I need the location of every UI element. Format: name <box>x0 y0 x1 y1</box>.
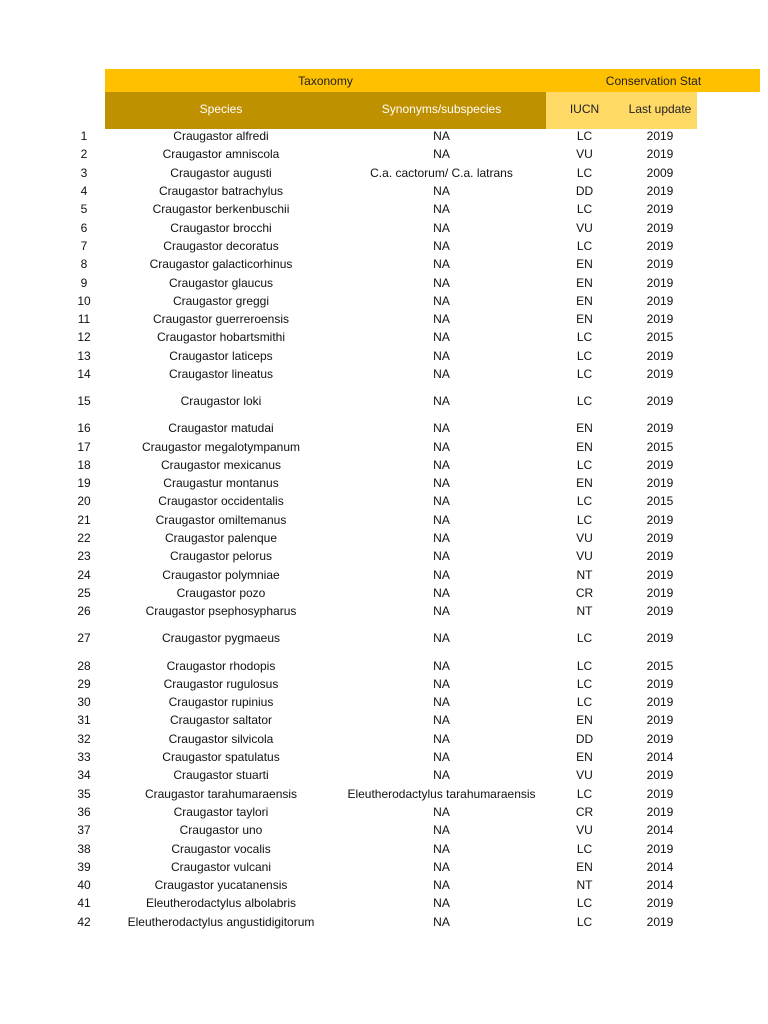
row-number: 10 <box>77 293 91 308</box>
last-update-cell: 2015 <box>646 494 674 509</box>
last-update-cell: 2019 <box>646 202 674 217</box>
species-cell: Craugastor matudai <box>168 421 274 436</box>
row-number: 1 <box>80 129 88 144</box>
species-cell: Eleutherodactylus angustidigitorum <box>127 914 315 929</box>
species-cell: Craugastor polymniae <box>162 567 280 582</box>
last-update-cell: 2019 <box>646 549 674 564</box>
species-cell: Eleutherodactylus albolabris <box>145 896 297 911</box>
table-row <box>0 292 768 310</box>
species-cell: Craugastor lineatus <box>168 367 274 381</box>
iucn-cell: NT <box>576 567 593 582</box>
row-number: 31 <box>77 713 91 728</box>
table-row <box>0 310 768 328</box>
taxonomy-column-headers <box>105 92 546 129</box>
table-row <box>0 821 768 839</box>
iucn-cell: LC <box>576 129 593 144</box>
species-cell: Craugastor rupinius <box>168 695 274 710</box>
iucn-cell: LC <box>576 394 593 409</box>
synonyms-cell: NA <box>433 512 450 527</box>
row-number: 14 <box>77 367 91 381</box>
synonyms-cell: NA <box>433 275 450 290</box>
row-number: 2 <box>80 147 88 162</box>
synonyms-cell: NA <box>433 494 450 509</box>
synonyms-cell: NA <box>433 330 450 345</box>
species-cell: Craugastor berkenbuschii <box>152 202 290 217</box>
row-number: 8 <box>80 257 88 272</box>
iucn-cell: LC <box>576 512 593 527</box>
last-update-cell: 2019 <box>646 275 674 290</box>
row-number: 20 <box>77 494 91 509</box>
table-row <box>0 255 768 273</box>
row-number: 26 <box>77 604 91 619</box>
iucn-cell: LC <box>576 896 593 911</box>
synonyms-cell: NA <box>433 768 450 783</box>
synonyms-cell: NA <box>433 878 450 893</box>
last-update-cell: 2019 <box>646 457 674 472</box>
iucn-cell: LC <box>576 367 593 381</box>
iucn-cell: LC <box>576 786 593 801</box>
synonyms-cell: NA <box>433 695 450 710</box>
table-row <box>0 675 768 693</box>
last-update-cell: 2015 <box>646 658 674 673</box>
last-update-cell: 2019 <box>646 804 674 819</box>
synonyms-cell: NA <box>433 841 450 856</box>
species-cell: Craugastor psephosypharus <box>145 604 297 619</box>
row-number: 36 <box>77 804 91 819</box>
table-row <box>0 145 768 163</box>
table-row <box>0 419 768 437</box>
row-number: 11 <box>77 312 91 327</box>
synonyms-cell: NA <box>433 348 450 363</box>
iucn-cell: LC <box>576 914 593 929</box>
synonyms-cell: NA <box>433 129 450 144</box>
row-number: 34 <box>77 768 91 783</box>
last-update-cell: 2019 <box>646 293 674 308</box>
table-row <box>0 164 768 182</box>
row-number: 38 <box>77 841 91 856</box>
iucn-cell: VU <box>576 823 593 838</box>
iucn-cell: EN <box>576 713 593 728</box>
row-number: 33 <box>77 750 91 765</box>
table-row <box>0 456 768 474</box>
table-row <box>0 237 768 255</box>
row-number: 17 <box>77 439 91 454</box>
iucn-cell: LC <box>576 631 593 646</box>
row-number: 30 <box>77 695 91 710</box>
synonyms-cell: NA <box>433 476 450 491</box>
species-cell: Craugastor pelorus <box>169 549 273 564</box>
row-number: 32 <box>77 731 91 746</box>
table-row <box>0 365 768 383</box>
last-update-cell: 2019 <box>646 147 674 162</box>
last-update-cell: 2019 <box>646 631 674 646</box>
species-cell: Craugastor yucatanensis <box>154 878 288 893</box>
iucn-cell: LC <box>576 494 593 509</box>
row-number: 16 <box>77 421 91 436</box>
species-cell: Craugastor tarahumaraensis <box>144 786 298 801</box>
species-cell: Craugastor mexicanus <box>160 457 282 472</box>
table-row <box>0 913 768 931</box>
table-row <box>0 894 768 912</box>
table-row <box>0 656 768 674</box>
species-cell: Craugastor hobartsmithi <box>156 330 286 345</box>
species-cell: Craugastor rhodopis <box>166 658 276 673</box>
table-row <box>0 711 768 729</box>
row-number: 24 <box>77 567 91 582</box>
iucn-cell: LC <box>576 330 593 345</box>
iucn-cell: CR <box>575 585 594 600</box>
last-update-cell: 2019 <box>646 367 674 381</box>
iucn-cell: VU <box>576 220 593 235</box>
synonyms-cell: NA <box>433 457 450 472</box>
synonyms-column-header: Synonyms/subspecies <box>381 102 502 116</box>
species-cell: Craugastor augusti <box>170 165 272 180</box>
table-row <box>0 218 768 236</box>
row-number: 6 <box>80 220 88 235</box>
synonyms-cell: NA <box>433 859 450 874</box>
row-number: 5 <box>80 202 88 217</box>
conservation-column-headers <box>546 92 697 129</box>
species-cell: Craugastor batrachylus <box>158 184 284 199</box>
synonyms-cell: NA <box>433 658 450 673</box>
iucn-cell: EN <box>576 293 593 308</box>
synonyms-cell: NA <box>433 367 450 381</box>
iucn-cell: LC <box>576 676 593 691</box>
row-number: 39 <box>77 859 91 874</box>
table-row <box>0 492 768 510</box>
last-update-cell: 2019 <box>646 604 674 619</box>
iucn-cell: CR <box>575 804 594 819</box>
species-cell: Craugastor alfredi <box>173 129 269 144</box>
species-cell: Craugastor rugulosus <box>163 676 279 691</box>
species-cell: Craugastor stuarti <box>173 768 269 783</box>
species-cell: Craugastor galacticorhinus <box>149 257 293 272</box>
last-update-cell: 2019 <box>646 531 674 546</box>
row-number: 12 <box>77 330 91 345</box>
iucn-cell: EN <box>576 859 593 874</box>
table-row <box>0 328 768 346</box>
table-row <box>0 766 768 784</box>
table-row <box>0 602 768 620</box>
last-update-cell: 2019 <box>646 676 674 691</box>
table-row <box>0 839 768 857</box>
table-row <box>0 730 768 748</box>
synonyms-cell: NA <box>433 713 450 728</box>
last-update-cell: 2015 <box>646 330 674 345</box>
iucn-cell: VU <box>576 147 593 162</box>
species-cell: Craugastor decoratus <box>163 238 279 253</box>
last-update-cell: 2014 <box>646 750 674 765</box>
last-update-cell: 2019 <box>646 914 674 929</box>
table-row <box>0 474 768 492</box>
synonyms-cell: NA <box>433 731 450 746</box>
table-row <box>0 876 768 894</box>
synonyms-cell: NA <box>433 676 450 691</box>
species-cell: Craugastor saltator <box>169 713 273 728</box>
species-cell: Craugastor glaucus <box>168 275 274 290</box>
last-update-cell: 2019 <box>646 421 674 436</box>
species-cell: Craugastor palenque <box>164 531 278 546</box>
synonyms-cell: NA <box>433 604 450 619</box>
last-update-cell: 2019 <box>646 585 674 600</box>
row-number: 23 <box>77 549 91 564</box>
last-update-cell: 2019 <box>646 394 674 409</box>
species-cell: Craugastor greggi <box>172 293 270 308</box>
last-update-cell: 2019 <box>646 713 674 728</box>
table-row <box>0 803 768 821</box>
row-number: 15 <box>77 394 91 409</box>
species-cell: Craugastor spatulatus <box>162 750 280 765</box>
table-row <box>0 511 768 529</box>
last-update-cell: 2019 <box>646 129 674 144</box>
synonyms-cell: NA <box>433 394 450 409</box>
iucn-cell: EN <box>576 312 593 327</box>
last-update-cell: 2019 <box>646 841 674 856</box>
row-number: 42 <box>77 914 91 929</box>
synonyms-cell: NA <box>433 585 450 600</box>
species-cell: Craugastor taylori <box>173 804 269 819</box>
iucn-cell: VU <box>576 768 593 783</box>
last-update-cell: 2014 <box>646 878 674 893</box>
synonyms-cell: NA <box>433 184 450 199</box>
synonyms-cell: NA <box>433 531 450 546</box>
synonyms-cell: NA <box>433 421 450 436</box>
row-number: 4 <box>80 184 88 199</box>
synonyms-cell: NA <box>433 896 450 911</box>
iucn-cell: EN <box>576 275 593 290</box>
last-update-cell: 2019 <box>646 695 674 710</box>
last-update-cell: 2019 <box>646 184 674 199</box>
synonyms-cell: NA <box>433 293 450 308</box>
synonyms-cell: Eleutherodactylus tarahumaraensis <box>347 786 536 801</box>
row-number: 41 <box>77 896 91 911</box>
last-update-cell: 2019 <box>646 768 674 783</box>
table-row <box>0 584 768 602</box>
species-cell: Craugastor occidentalis <box>158 494 284 509</box>
species-cell: Craugastor pozo <box>176 585 266 600</box>
species-cell: Craugastor omiltemanus <box>155 512 287 527</box>
table-row <box>0 547 768 565</box>
synonyms-cell: NA <box>433 567 450 582</box>
iucn-cell: LC <box>576 348 593 363</box>
synonyms-cell: NA <box>433 202 450 217</box>
table-row <box>0 347 768 365</box>
species-cell: Craugastor laticeps <box>169 348 273 363</box>
species-cell: Craugastor silvicola <box>168 731 274 746</box>
synonyms-cell: NA <box>433 823 450 838</box>
last-update-cell: 2009 <box>646 165 674 180</box>
iucn-cell: NT <box>576 604 593 619</box>
synonyms-cell: NA <box>433 238 450 253</box>
row-number: 19 <box>77 476 91 491</box>
row-number: 13 <box>77 348 91 363</box>
table-row <box>0 127 768 145</box>
species-cell: Craugastur montanus <box>163 476 279 491</box>
table-row <box>0 437 768 455</box>
species-cell: Craugastor uno <box>179 823 263 838</box>
iucn-cell: LC <box>576 658 593 673</box>
iucn-column-header: IUCN <box>569 102 600 116</box>
synonyms-cell: NA <box>433 914 450 929</box>
row-number: 29 <box>77 676 91 691</box>
table-row <box>0 748 768 766</box>
last-update-cell: 2019 <box>646 786 674 801</box>
last-update-cell: 2019 <box>646 476 674 491</box>
table-row <box>0 566 768 584</box>
row-number: 25 <box>77 585 91 600</box>
table-row <box>0 529 768 547</box>
table-row <box>0 182 768 200</box>
row-number: 22 <box>77 531 91 546</box>
last-update-cell: 2019 <box>646 567 674 582</box>
last-update-column-header: Last update <box>628 102 692 116</box>
table-row <box>0 200 768 218</box>
table-row <box>0 620 768 656</box>
synonyms-cell: NA <box>433 750 450 765</box>
header-group-row <box>105 69 760 92</box>
row-number: 35 <box>77 786 91 801</box>
iucn-cell: LC <box>576 165 593 180</box>
synonyms-cell: NA <box>433 220 450 235</box>
iucn-cell: EN <box>576 476 593 491</box>
synonyms-cell: NA <box>433 312 450 327</box>
table-row <box>0 693 768 711</box>
iucn-cell: EN <box>576 750 593 765</box>
table-row <box>0 785 768 803</box>
iucn-cell: LC <box>576 695 593 710</box>
row-number: 21 <box>77 512 91 527</box>
row-number: 7 <box>80 238 88 253</box>
iucn-cell: VU <box>576 549 593 564</box>
iucn-cell: EN <box>576 439 593 454</box>
last-update-cell: 2019 <box>646 312 674 327</box>
species-cell: Craugastor brocchi <box>170 220 272 235</box>
last-update-cell: 2019 <box>646 731 674 746</box>
species-cell: Craugastor loki <box>180 394 262 409</box>
last-update-cell: 2015 <box>646 439 674 454</box>
iucn-cell: EN <box>576 421 593 436</box>
last-update-cell: 2019 <box>646 257 674 272</box>
iucn-cell: LC <box>576 238 593 253</box>
species-cell: Craugastor vulcani <box>170 859 272 874</box>
iucn-cell: DD <box>575 184 594 199</box>
row-number: 40 <box>77 878 91 893</box>
iucn-cell: LC <box>576 202 593 217</box>
row-number: 28 <box>77 658 91 673</box>
species-cell: Craugastor guerreroensis <box>152 312 290 327</box>
species-cell: Craugastor pygmaeus <box>161 631 281 646</box>
synonyms-cell: NA <box>433 439 450 454</box>
table-row <box>0 858 768 876</box>
synonyms-cell: C.a. cactorum/ C.a. latrans <box>370 165 513 180</box>
species-cell: Craugastor amniscola <box>162 147 280 162</box>
last-update-cell: 2014 <box>646 823 674 838</box>
row-number: 18 <box>77 457 91 472</box>
iucn-cell: NT <box>576 878 593 893</box>
iucn-cell: EN <box>576 257 593 272</box>
iucn-cell: DD <box>575 731 594 746</box>
synonyms-cell: NA <box>433 549 450 564</box>
last-update-cell: 2019 <box>646 238 674 253</box>
species-cell: Craugastor megalotympanum <box>141 439 301 454</box>
species-cell: Craugastor vocalis <box>171 841 271 856</box>
last-update-cell: 2019 <box>646 348 674 363</box>
row-number: 27 <box>77 631 91 646</box>
last-update-cell: 2019 <box>646 896 674 911</box>
species-column-header: Species <box>199 102 243 116</box>
iucn-cell: LC <box>576 841 593 856</box>
row-number: 9 <box>80 275 88 290</box>
iucn-cell: LC <box>576 457 593 472</box>
synonyms-cell: NA <box>433 804 450 819</box>
last-update-cell: 2019 <box>646 512 674 527</box>
row-number: 3 <box>80 165 88 180</box>
synonyms-cell: NA <box>433 147 450 162</box>
table-row <box>0 383 768 419</box>
synonyms-cell: NA <box>433 257 450 272</box>
species-table-body <box>0 127 768 931</box>
table-row <box>0 273 768 291</box>
last-update-cell: 2019 <box>646 220 674 235</box>
iucn-cell: VU <box>576 531 593 546</box>
taxonomy-group-header: Taxonomy <box>298 74 353 88</box>
row-number: 37 <box>77 823 91 838</box>
last-update-cell: 2014 <box>646 859 674 874</box>
conservation-group-header: Conservation Stat <box>605 74 702 88</box>
synonyms-cell: NA <box>433 631 450 646</box>
